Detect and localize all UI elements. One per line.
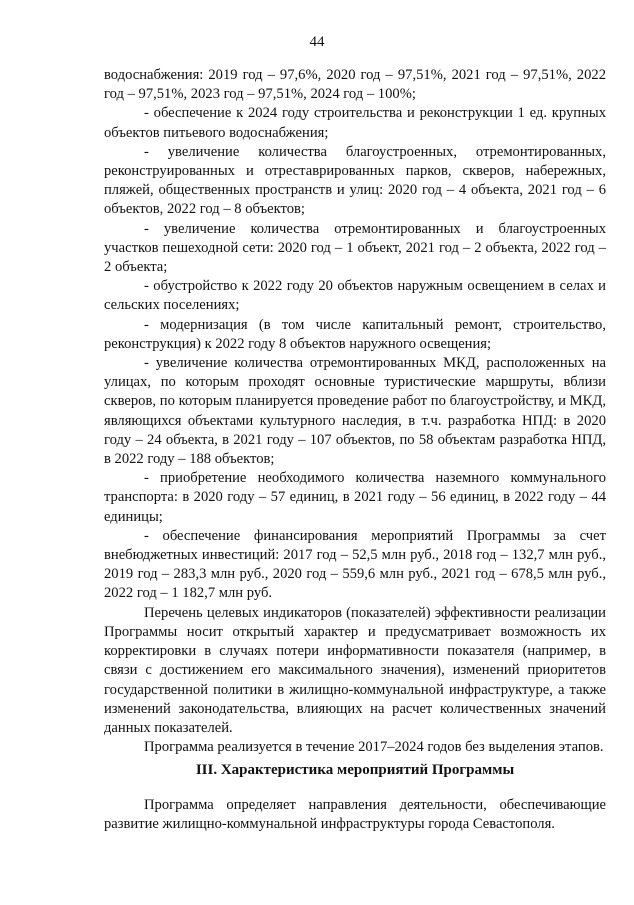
paragraph-transport: - приобретение необходимого количества наземного коммунального транспорта: в 2020 году – 57 единиц, в 2021 году – 56 единиц, в 2022 году – 44 единицы; [104, 470, 606, 525]
paragraph-indicators: Перечень целевых индикаторов (показателей) эффективности реализации Программы носит открытый характер и предусматривает возможность их корректировки в случаях потери информативности показателя (например, в связи с достижением его максимального значения), изменений приоритетов государственной политики в жилищно-коммунальной инфраструктуре, а также изменений законодательства, влияющих на расчет количественных значений данных показателей. [104, 604, 606, 736]
paragraph-program-period: Программа реализуется в течение 2017–2024 годов без выделения этапов. [144, 739, 604, 756]
paragraph-pedestrian-network: - увеличение количества отремонтированных и благоустроенных участков пешеходной сети: 2020 год – 1 объект, 2021 год – 2 объекта, 2022 год – 2 объекта; [104, 220, 606, 276]
page-number: 44 [309, 34, 325, 50]
paragraph-water-supply-continuation: водоснабжения: 2019 год – 97,6%, 2020 год – 97,51%, 2021 год – 97,51%, 2022 год – 97,51%, 2023 год – 97,51%, 2024 год – 100%; [104, 67, 606, 103]
paragraph-financing: - обеспечение финансирования мероприятий Программы за счет внебюджетных инвестиций: 2017 год – 52,5 млн руб., 2018 год – 132,7 млн руб., 2019 год – 283,3 млн руб., 2020 год – 559,6 млн руб., 2021 год – 678,5 млн руб., 2022 год – 1 182,7 млн руб. [104, 527, 606, 602]
paragraph-lighting-modernization: - модернизация (в том числе капитальный ремонт, строительство, реконструкция) к 2022 году 8 объектов наружного освещения; [104, 316, 606, 352]
paragraph-program-directions: Программа определяет направления деятельности, обеспечивающие развитие жилищно-коммунальной инфраструктуры города Севастополя. [104, 797, 606, 833]
paragraph-village-lighting: - обустройство к 2022 году 20 объектов наружным освещением в селах и сельских поселениях; [104, 278, 606, 314]
paragraph-apartment-buildings: - увеличение количества отремонтированных МКД, расположенных на улицах, по которым проходят основные туристические маршруты, вблизи скверов, по которым планируется проведение работ по благоустройству, и МКД, являющихся объектами культурного наследия, в т.ч. разработка НПД: в 2020 году – 24 объекта, в 2021 году – 107 объектов, по 58 объектам разработка НПД, в 2022 году – 188 объектов; [104, 355, 606, 468]
paragraph-water-facilities: - обеспечение к 2024 году строительства и реконструкции 1 ед. крупных объектов питьевого водоснабжения; [104, 105, 606, 141]
body-text [104, 66, 606, 757]
closing-text [104, 796, 606, 834]
paragraph-parks-improvement: - увеличение количества благоустроенных, отремонтированных, реконструированных и отреставрированных парков, скверов, набережных, пляжей, общественных пространств и улиц: 2020 год – 4 объекта, 2021 год – 6 объектов, 2022 год – 8 объектов; [104, 143, 606, 218]
section-heading: III. Характеристика мероприятий Программы [195, 762, 515, 778]
